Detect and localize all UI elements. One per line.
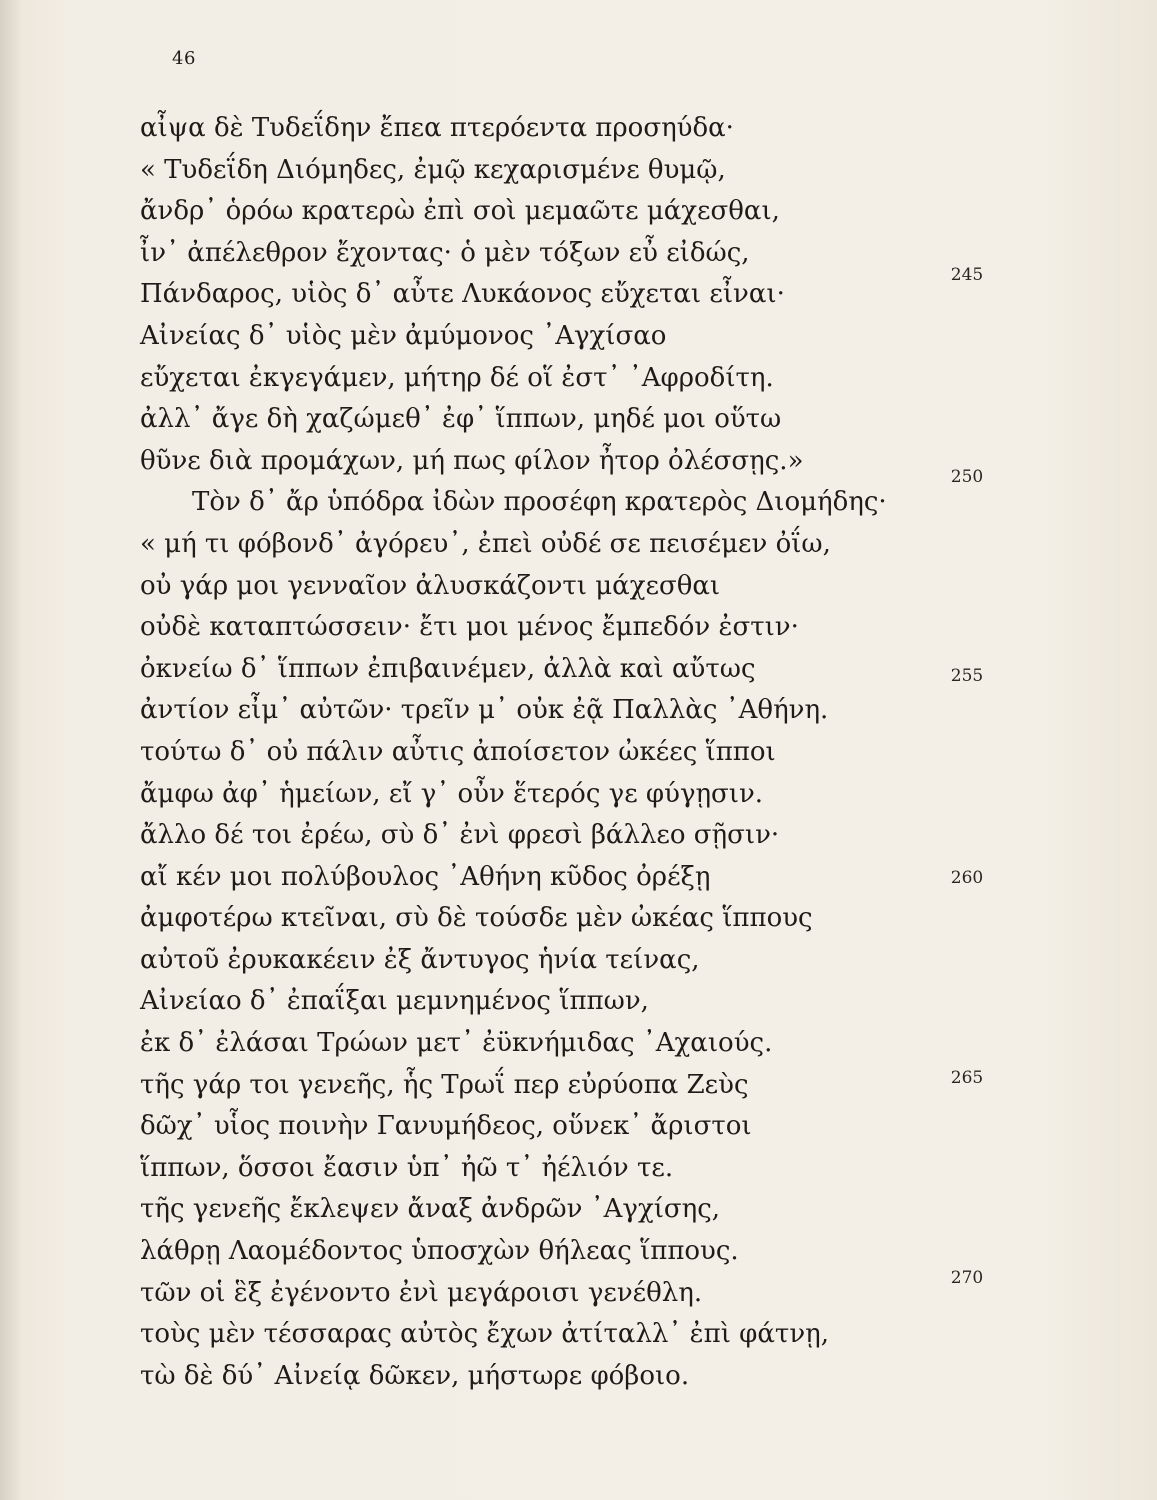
verse-line: ἀμφοτέρω κτεῖναι, σὺ δὲ τούσδε μὲν ὠκέας ἵππους — [140, 903, 813, 934]
verse-line: ἶν᾽ ἀπέλεθρον ἔχοντας· ὁ μὲν τόξων εὖ εἰδώς, — [140, 237, 750, 268]
verse-line: τῶν οἱ ἓξ ἐγένοντο ἐνὶ μεγάροισι γενέθλη. — [140, 1277, 703, 1308]
verse-line: ἐκ δ᾽ ἐλάσαι Τρώων μετ᾽ ἐϋκνήμιδας ᾿Αχαιούς. — [140, 1028, 773, 1059]
verse-line: ὀκνείω δ᾽ ἵππων ἐπιβαινέμεν, ἀλλὰ καὶ αὔτως — [140, 653, 756, 684]
verse-line: θῦνε διὰ προμάχων, μή πως φίλον ἦτορ ὀλέσσῃς.» — [140, 445, 804, 476]
verse-line: αἴ κέν μοι πολύβουλος ᾿Αθήνη κῦδος ὀρέξῃ — [140, 861, 711, 892]
verse-line: εὔχεται ἐκγεγάμεν, μήτηρ δέ οἵ ἐστ᾽ ᾿Αφροδίτη. — [140, 362, 774, 393]
verse-line: ἀλλ᾽ ἄγε δὴ χαζώμεθ᾽ ἐφ᾽ ἵππων, μηδέ μοι οὕτω — [140, 404, 782, 435]
verse-line: αὐτοῦ ἐρυκακέειν ἐξ ἄντυγος ἡνία τείνας, — [140, 944, 700, 975]
page-number: 46 — [172, 48, 196, 69]
line-number-marker: 265 — [950, 1068, 984, 1088]
verse-line: Αἰνείαο δ᾽ ἐπαΐξαι μεμνημένος ἵππων, — [140, 986, 649, 1017]
verse-line: οὐδὲ καταπτώσσειν· ἔτι μοι μένος ἔμπεδόν ἐστιν· — [140, 612, 799, 643]
verse-line: Αἰνείας δ᾽ υἱὸς μὲν ἀμύμονος ᾿Αγχίσαο — [140, 320, 667, 351]
verse-line: ἄνδρ᾽ ὁρόω κρατερὼ ἐπὶ σοὶ μεμαῶτε μάχεσθαι, — [140, 196, 780, 227]
verse-line: τοὺς μὲν τέσσαρας αὐτὸς ἔχων ἀτίταλλ᾽ ἐπὶ φάτνῃ, — [140, 1319, 829, 1350]
binding-shadow — [0, 0, 22, 1500]
verse-line: τῆς γάρ τοι γενεῆς, ἧς Τρωΐ περ εὐρύοπα Ζεὺς — [140, 1069, 749, 1100]
verse-line: τῆς γενεῆς ἔκλεψεν ἄναξ ἀνδρῶν ᾿Αγχίσης, — [140, 1194, 721, 1225]
verse-line: ἀντίον εἶμ᾽ αὐτῶν· τρεῖν μ᾽ οὐκ ἐᾷ Παλλὰς ᾿Αθήνη. — [140, 695, 829, 726]
verse-line: ἄμφω ἀφ᾽ ἡμείων, εἴ γ᾽ οὖν ἕτερός γε φύγῃσιν. — [140, 778, 764, 809]
verse-line: δῶχ᾽ υἷος ποινὴν Γανυμήδεος, οὕνεκ᾽ ἄριστοι — [140, 1111, 752, 1142]
verse-line: τούτω δ᾽ οὐ πάλιν αὖτις ἀποίσετον ὠκέες ἵπποι — [140, 736, 776, 767]
line-number-marker: 255 — [950, 666, 984, 686]
verse-line: τὼ δὲ δύ᾽ Αἰνείᾳ δῶκεν, μήστωρε φόβοιο. — [140, 1360, 690, 1391]
verse-line: Τὸν δ᾽ ἄρ ὑπόδρα ἰδὼν προσέφη κρατερὸς Διομήδης· — [192, 487, 887, 518]
verse-line: λάθρῃ Λαομέδοντος ὑποσχὼν θήλεας ἵππους. — [140, 1236, 739, 1267]
verse-line: « μή τι φόβονδ᾽ ἀγόρευ᾽, ἐπεὶ οὐδέ σε πεισέμεν ὀΐω, — [140, 528, 831, 559]
line-number-marker: 270 — [950, 1268, 984, 1288]
verse-line: οὐ γάρ μοι γενναῖον ἀλυσκάζοντι μάχεσθαι — [140, 570, 721, 601]
verse-line: Πάνδαρος, υἱὸς δ᾽ αὖτε Λυκάονος εὔχεται εἶναι· — [140, 279, 785, 310]
verse-line: « Τυδεΐδη Διόμηδες, ἐμῷ κεχαρισμένε θυμῷ, — [140, 154, 726, 185]
verse-line: ἵππων, ὅσσοι ἔασιν ὑπ᾽ ἠῶ τ᾽ ἠέλιόν τε. — [140, 1152, 674, 1183]
line-number-marker: 245 — [950, 265, 984, 285]
line-number-marker: 250 — [950, 467, 984, 487]
verse-line: ἄλλο δέ τοι ἐρέω, σὺ δ᾽ ἐνὶ φρεσὶ βάλλεο σῇσιν· — [140, 820, 780, 851]
verse-text — [140, 108, 970, 1397]
verse-line: αἶψα δὲ Τυδεΐδην ἔπεα πτερόεντα προσηύδα· — [140, 113, 734, 143]
line-number-marker: 260 — [950, 868, 984, 888]
